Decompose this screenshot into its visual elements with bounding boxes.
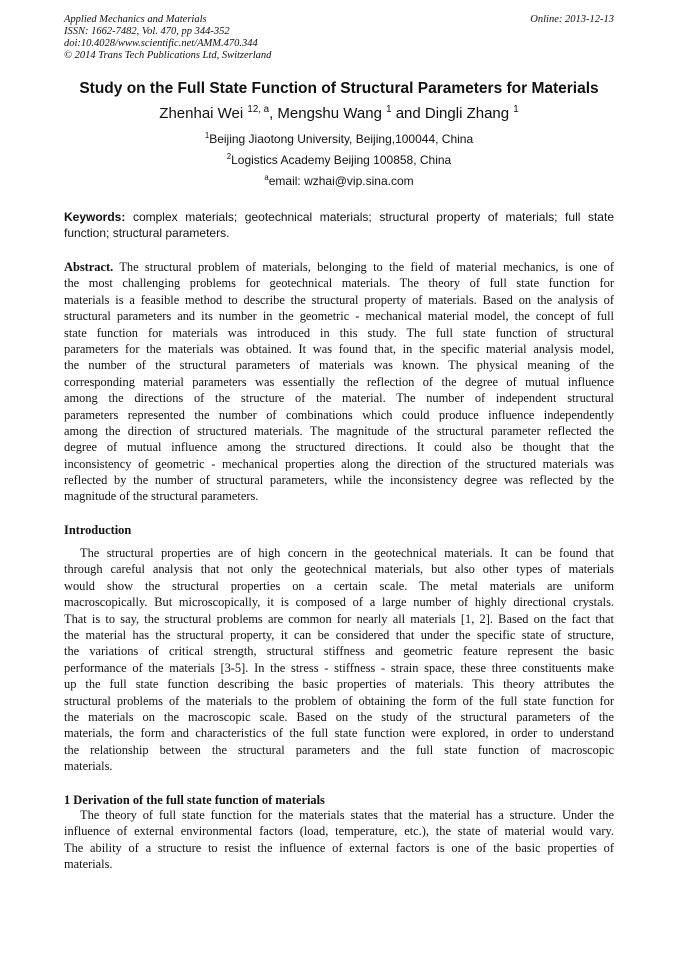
text-line	[64, 578, 614, 594]
aff-text: Beijing Jiaotong University, Beijing,100044, China	[209, 132, 474, 146]
line-text: materials is a feasible method to describe the structural property of materials. Based on the analysis of	[64, 292, 614, 307]
email	[0, 173, 678, 188]
line-text: the materials on the macroscopic scale. Based on the study of the structural parameters of the	[64, 709, 614, 724]
text-line	[64, 725, 614, 741]
aff-sup: 2	[226, 152, 232, 161]
line-text: reflected by the number of structural parameters, while the inconsistency degree was reflected by the	[64, 473, 614, 488]
text-line	[64, 456, 614, 472]
line-text: The ability of a structure to resist the influence of external factors is one of the basic properties of	[64, 840, 614, 855]
text-line	[64, 259, 614, 275]
aff-text: Logistics Academy Beijing 100858, China	[231, 153, 452, 167]
line-text: influence of external environmental factors (load, temperature, etc.), the state of material would vary.	[64, 824, 614, 839]
author-name: and Dingli Zhang	[391, 105, 514, 122]
line-text: corresponding material parameters was essentially the reflection of the degree of mutual influence	[64, 374, 614, 389]
line-text: The structural properties are of high concern in the geotechnical materials. It can be found that	[80, 546, 614, 560]
line-text: the variations of critical strength, structural stiffness and geometric feature represent the basic	[64, 644, 614, 659]
text-line	[64, 693, 614, 709]
affiliation-2	[0, 152, 678, 167]
line-text: That is to say, the structural problems are common for nearly all materials [1, 2]. Based on the fact that	[64, 611, 614, 626]
text-line	[64, 807, 614, 823]
text-line	[64, 423, 614, 439]
line-text: the number of the structural parameters of materials was known. The physical meaning of the	[64, 358, 614, 373]
author-sup: 12, a	[247, 104, 270, 115]
line-text: materials.	[64, 759, 113, 774]
text-line	[64, 676, 614, 692]
line-text: the material has the structural property, it can be considered that under the specific state of structure,	[64, 627, 614, 642]
keywords-line: function; structural parameters.	[64, 226, 230, 241]
online-date: Online: 2013-12-13	[530, 14, 614, 25]
section1-heading: 1 Derivation of the full state function of materials	[64, 793, 325, 807]
text-line	[64, 545, 614, 561]
line-text: magnitude of the structural parameters.	[64, 489, 259, 504]
affiliation-1	[0, 131, 678, 146]
line-text: parameters for the materials was obtained. It was found that, in the specific material analysis model,	[64, 341, 614, 356]
line-text: inconsistency of geometric - mechanical properties along the direction of the structured materials was	[64, 456, 614, 471]
section1-body	[64, 807, 614, 873]
line-text: among the direction of structured materials. The magnitude of the structural parameter reflected the	[64, 423, 614, 438]
author-name: , Mengshu Wang	[269, 105, 387, 122]
text-line	[64, 594, 614, 610]
aff-sup: 1	[204, 131, 210, 140]
text-line	[64, 758, 614, 774]
line-text: macroscopically. But microscopically, it is composed of a large number of highly directional crystals.	[64, 595, 614, 610]
line-text: The structural problem of materials, belonging to the field of material mechanics, is one of	[113, 260, 614, 274]
text-line	[64, 611, 614, 627]
text-line	[64, 472, 614, 488]
line-text: through careful analysis that not only the geotechnical materials, but also other types of materials	[64, 562, 614, 577]
text-line	[64, 561, 614, 577]
text-line	[64, 643, 614, 659]
issn: ISSN: 1662-7482, Vol. 470, pp 344-352	[64, 26, 230, 37]
text-line	[64, 488, 614, 504]
keywords-line: complex materials; geotechnical materials; structural property of materials; full state	[125, 210, 614, 224]
copyright: © 2014 Trans Tech Publications Ltd, Switzerland	[64, 50, 272, 61]
line-text: materials.	[64, 857, 113, 872]
line-text: The theory of full state function for the materials states that the material has a structure. Under the	[80, 808, 614, 822]
introduction-heading: Introduction	[64, 523, 132, 537]
author-name: Zhenhai Wei	[159, 105, 248, 122]
author-sup: 1	[386, 104, 392, 115]
text-line	[64, 439, 614, 455]
text-line	[64, 742, 614, 758]
line-text: the relationship between the structural parameters and the full state function of macroscopic	[64, 742, 614, 757]
abstract	[64, 259, 614, 505]
text-line	[64, 341, 614, 357]
text-line	[64, 823, 614, 839]
aff-sup: a	[264, 173, 269, 182]
keywords	[64, 209, 614, 242]
text-line	[64, 856, 614, 872]
line-text: structural problems of the materials to the problem of obtaining the form of the full state function for	[64, 693, 614, 708]
line-text: up the full state function describing the basic properties of materials. This theory attributes the	[64, 677, 614, 692]
journal-name: Applied Mechanics and Materials	[64, 14, 207, 25]
line-text: performance of the materials [3-5]. In the stress - stiffness - strain space, these three constituents make	[64, 660, 614, 675]
line-text: materials, the form and characteristics of the full state function were explored, in order to understand	[64, 726, 614, 741]
line-text: the most challenging problems for geotechnical materials. The theory of full state function for	[64, 276, 614, 291]
text-line	[64, 292, 614, 308]
introduction-body	[64, 545, 614, 774]
line-text: state function for materials was introduced in this study. The full state function of structural	[64, 325, 614, 340]
authors	[0, 104, 678, 122]
text-line	[64, 627, 614, 643]
text-line	[64, 709, 614, 725]
text-line	[64, 308, 614, 324]
text-line	[64, 407, 614, 423]
author-sup: 1	[513, 104, 519, 115]
text-line	[64, 374, 614, 390]
line-text: would show the structural properties on a certain scale. The metal materials are uniform	[64, 578, 614, 593]
text-line	[64, 840, 614, 856]
doi: doi:10.4028/www.scientific.net/AMM.470.344	[64, 38, 258, 49]
paper-title: Study on the Full State Function of Structural Parameters for Materials	[79, 80, 599, 97]
keywords-label: Keywords:	[64, 210, 126, 224]
text-line	[64, 390, 614, 406]
aff-text: email: wzhai@vip.sina.com	[268, 174, 414, 188]
text-line	[64, 357, 614, 373]
text-line	[64, 275, 614, 291]
line-text: among the directions of the structure of the material. The number of independent structural	[64, 391, 614, 406]
text-line	[64, 660, 614, 676]
abstract-label: Abstract.	[64, 260, 114, 274]
line-text: parameters represented the number of combinations which could produce influence independently	[64, 407, 614, 422]
line-text: degree of mutual influence among the structured directions. It could also be thought that the	[64, 440, 614, 455]
line-text: structural parameters and its number in the geometric - mechanical material model, the concept of full	[64, 309, 614, 324]
text-line	[64, 325, 614, 341]
